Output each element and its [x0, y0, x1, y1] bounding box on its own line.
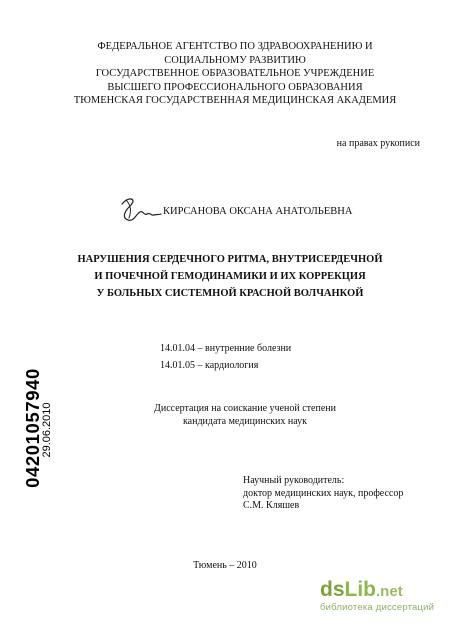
city-year: Тюмень – 2010: [193, 560, 257, 571]
institution-header: [60, 40, 410, 108]
stamp-date-text: 29.06.2010: [41, 402, 53, 458]
author-name: КИРСАНОВА ОКСАНА АНАТОЛЬЕВНА: [163, 206, 353, 217]
watermark-subtitle: библиотека диссертаций: [320, 602, 435, 613]
logo-net: .net: [376, 583, 403, 600]
dslib-watermark[interactable]: [320, 578, 445, 620]
title-line: У БОЛЬНЫХ СИСТЕМНОЙ КРАСНОЙ ВОЛЧАНКОЙ: [96, 288, 364, 299]
degree-line: Диссертация на соискание ученой степени: [154, 403, 336, 414]
dslib-logo: [320, 578, 403, 602]
header-line: ВЫСШЕГО ПРОФЕССИОНАЛЬНОГО ОБРАЗОВАНИЯ: [107, 81, 363, 93]
supervisor-name: С.М. Кляшев: [243, 500, 300, 511]
supervisor-block: [243, 475, 443, 513]
logo-ds: ds: [320, 578, 345, 601]
specialty-line: 14.01.04 – внутренние болезни: [160, 343, 292, 354]
header-line: ТЮМЕНСКАЯ ГОСУДАРСТВЕННАЯ МЕДИЦИНСКАЯ АКАДЕМИЯ: [73, 95, 397, 107]
title-line: И ПОЧЕЧНОЙ ГЕМОДИНАМИКИ И ИХ КОРРЕКЦИЯ: [94, 271, 366, 282]
supervisor-label: Научный руководитель:: [243, 475, 345, 486]
stamp-number-text: 04201057940: [22, 368, 43, 488]
logo-lib: Lib: [344, 578, 377, 601]
handwritten-signature: [116, 194, 162, 226]
degree-line: кандидата медицинских наук: [182, 416, 308, 427]
specialty-codes: [160, 340, 380, 374]
specialty-line: 14.01.05 – кардиология: [160, 360, 259, 371]
title-line: НАРУШЕНИЯ СЕРДЕЧНОГО РИТМА, ВНУТРИСЕРДЕЧНОЙ: [77, 254, 383, 265]
degree-statement: [130, 402, 360, 428]
manuscript-note: на правах рукописи: [336, 138, 420, 149]
dissertation-title: [50, 251, 410, 302]
header-line: ФЕДЕРАЛЬНОЕ АГЕНТСТВО ПО ЗДРАВООХРАНЕНИЮ И: [97, 41, 373, 52]
header-line: ГОСУДАРСТВЕННОЕ ОБРАЗОВАТЕЛЬНОЕ УЧРЕЖДЕНИЕ: [95, 68, 375, 80]
supervisor-credentials: доктор медицинских наук, профессор: [243, 487, 404, 499]
header-line: СОЦИАЛЬНОМУ РАЗВИТИЮ: [164, 54, 306, 66]
